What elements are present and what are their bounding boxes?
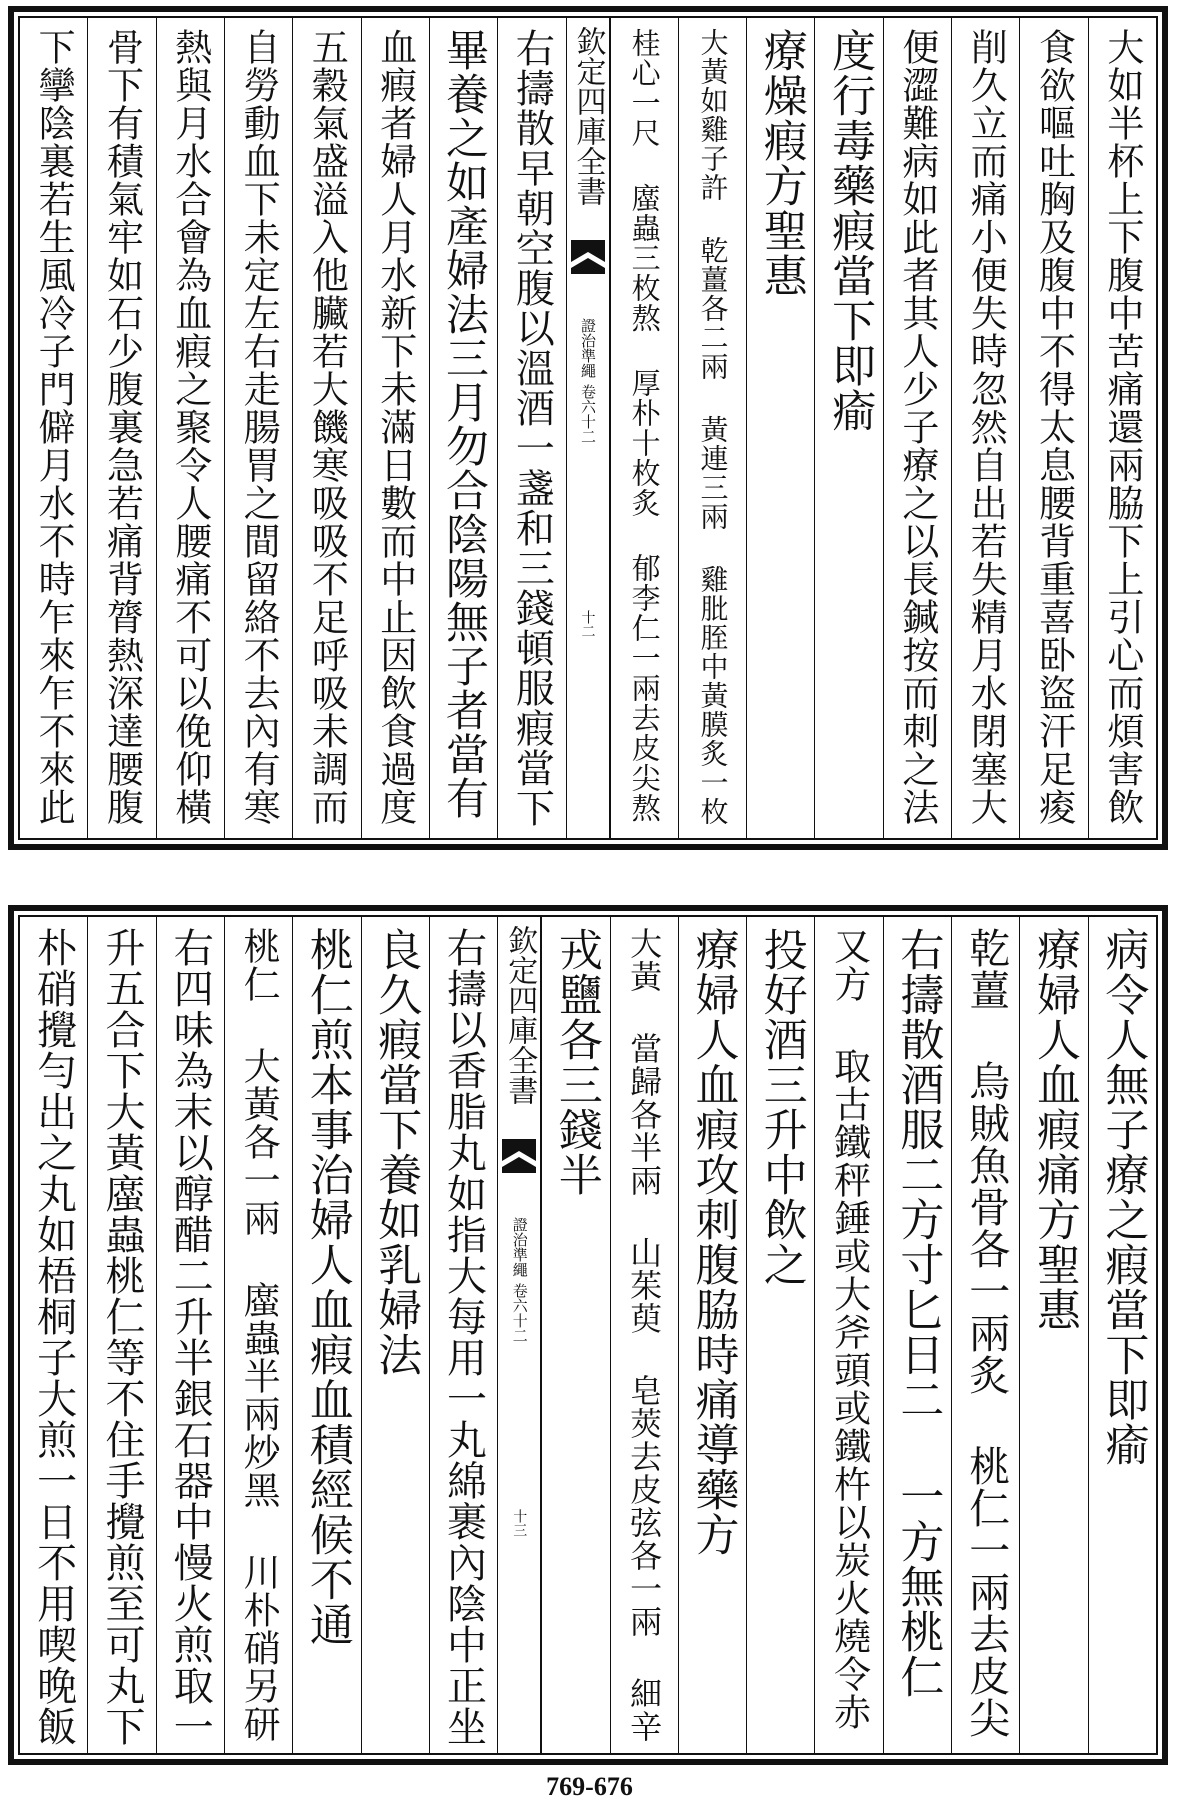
- text-column: [292, 917, 360, 1753]
- column-text: 升五合下大黃䗪蟲桃仁等不住手攪煎至可丸下: [98, 927, 145, 1747]
- text-column: [746, 18, 814, 838]
- text-column: [361, 18, 429, 838]
- column-text: 食欲嘔吐胸及腹中不得太息腰背重喜卧盜汗足痠: [1032, 28, 1076, 826]
- text-column: [292, 18, 360, 838]
- banner-page-number: 十二: [579, 610, 596, 638]
- column-text: 療婦人血瘕痛方聖惠: [1029, 927, 1081, 1332]
- column-text: 桃仁煎本事治婦人血瘕血積經候不通: [301, 927, 353, 1647]
- column-text: 便澀難病如此者其人少子療之以長鍼按而刺之法: [895, 28, 939, 826]
- text-column: [1088, 917, 1156, 1753]
- text-column: [883, 917, 951, 1753]
- center-banner-column: [497, 917, 541, 1753]
- column-text: 畢養之如產婦法三月勿合陰陽無子者當有: [439, 28, 490, 820]
- column-text: 大黃如雞子許 乾薑各二兩 黃連三兩 雞肶胵中黃膜炙一枚: [696, 28, 730, 826]
- column-text: 乾薑 烏賊魚骨各一兩炙 桃仁一兩去皮尖: [962, 927, 1011, 1739]
- text-column: [224, 917, 292, 1753]
- column-text: 右擣散早朝空腹以溫酒一盞和三錢頓服瘕當下: [509, 28, 555, 828]
- top-page-inner-border: [18, 16, 1158, 840]
- text-column: [361, 917, 429, 1753]
- text-column: [610, 917, 678, 1753]
- text-column: [951, 917, 1019, 1753]
- column-text: 右擣散酒服二方寸匕日二 一方無桃仁: [892, 927, 944, 1699]
- banner-page-number: 十三: [511, 1509, 528, 1537]
- text-column: [156, 917, 224, 1753]
- column-text: 戎鹽各三錢半: [550, 927, 602, 1197]
- text-column: [87, 917, 155, 1753]
- text-column: [156, 18, 224, 838]
- column-text: 骨下有積氣牢如石少腹裏急若痛背膂熱深達腰腹: [100, 28, 144, 826]
- column-text: 朴硝攪勻出之丸如梧桐子大煎一日不用喫晚飯: [30, 927, 77, 1747]
- column-text: 投好酒三升中飲之: [755, 927, 807, 1287]
- column-text: 療婦人血瘕攻刺腹脇時痛導藥方: [687, 927, 739, 1557]
- text-column: [429, 18, 497, 838]
- text-column: [20, 18, 87, 838]
- banner-volume: 卷六十二: [579, 384, 597, 444]
- text-column: [224, 18, 292, 838]
- banner-title: 欽定四庫全書: [570, 26, 606, 206]
- column-text: 下攣陰裏若生風冷子門僻月水不時乍來乍不來此: [32, 28, 76, 826]
- top-columns: [20, 18, 1156, 838]
- bottom-page-inner-border: [18, 915, 1158, 1755]
- page-number: 769-676: [546, 1772, 633, 1801]
- column-text: 桃仁 大黃各一兩 䗪蟲半兩炒黑 川朴硝另研: [237, 927, 281, 1743]
- text-column: [814, 917, 882, 1753]
- text-column: [429, 917, 497, 1753]
- banner-volume: 卷六十二: [510, 1283, 529, 1343]
- fish-tail-mark-icon: [571, 240, 605, 274]
- column-text: 熱與月水合會為血瘕之聚令人腰痛不可以俛仰橫: [168, 28, 212, 826]
- column-text: 右擣以香脂丸如指大每用一丸綿裹內陰中正坐: [440, 927, 487, 1747]
- bottom-columns: [20, 917, 1156, 1753]
- column-text: 右四味為末以醇醋二升半銀石器中慢火煎取一: [167, 927, 214, 1747]
- text-column: [20, 917, 87, 1753]
- text-column: [541, 917, 609, 1753]
- column-text: 血瘕者婦人月水新下未滿日數而中止因飲食過度: [373, 28, 417, 826]
- text-column: [746, 917, 814, 1753]
- fish-tail-mark-icon: [502, 1139, 536, 1173]
- bottom-page-frame: [8, 905, 1168, 1765]
- text-column: [883, 18, 951, 838]
- text-column: [678, 18, 746, 838]
- text-column: [87, 18, 155, 838]
- text-column: [1088, 18, 1156, 838]
- banner-title: 欽定四庫全書: [502, 925, 538, 1105]
- banner-book-name: 證治準繩: [510, 1217, 529, 1277]
- column-text: 大如半杯上下腹中苦痛還兩脇下上引心而煩害飲: [1100, 28, 1144, 826]
- text-column: [1019, 917, 1087, 1753]
- column-text: 自勞動血下未定左右走腸胃之間留絡不去內有寒: [237, 28, 281, 826]
- text-column: [497, 18, 565, 838]
- column-text: 又方 取古鐵秤錘或大斧頭或鐵杵以炭火燒令赤: [827, 927, 871, 1731]
- top-page-frame: [8, 6, 1168, 850]
- center-banner-column: [566, 18, 610, 838]
- column-text: 削久立而痛小便失時忽然自出若失精月水閉塞大: [964, 28, 1008, 826]
- column-text: 度行毒藥瘕當下即瘉: [824, 28, 876, 433]
- text-column: [951, 18, 1019, 838]
- column-text: 大黃 當歸各半兩 山茱萸 皂莢去皮弦各一兩 細辛: [625, 927, 664, 1743]
- text-column: [814, 18, 882, 838]
- text-column: [610, 18, 678, 838]
- text-column: [1019, 18, 1087, 838]
- column-text: 良久瘕當下養如乳婦法: [370, 927, 422, 1377]
- column-text: 桂心一尺 䗪蟲三枚熬 厚朴十枚炙 郁李仁一兩去皮尖熬: [627, 28, 662, 823]
- column-text: 病令人無子療之瘕當下即瘉: [1097, 927, 1149, 1467]
- column-text: 五穀氣盛溢入他臟若大饑寒吸吸不足呼吸未調而: [305, 28, 349, 826]
- column-text: 療燥瘕方聖惠: [755, 28, 807, 298]
- banner-book-name: 證治準繩: [579, 318, 597, 378]
- text-column: [678, 917, 746, 1753]
